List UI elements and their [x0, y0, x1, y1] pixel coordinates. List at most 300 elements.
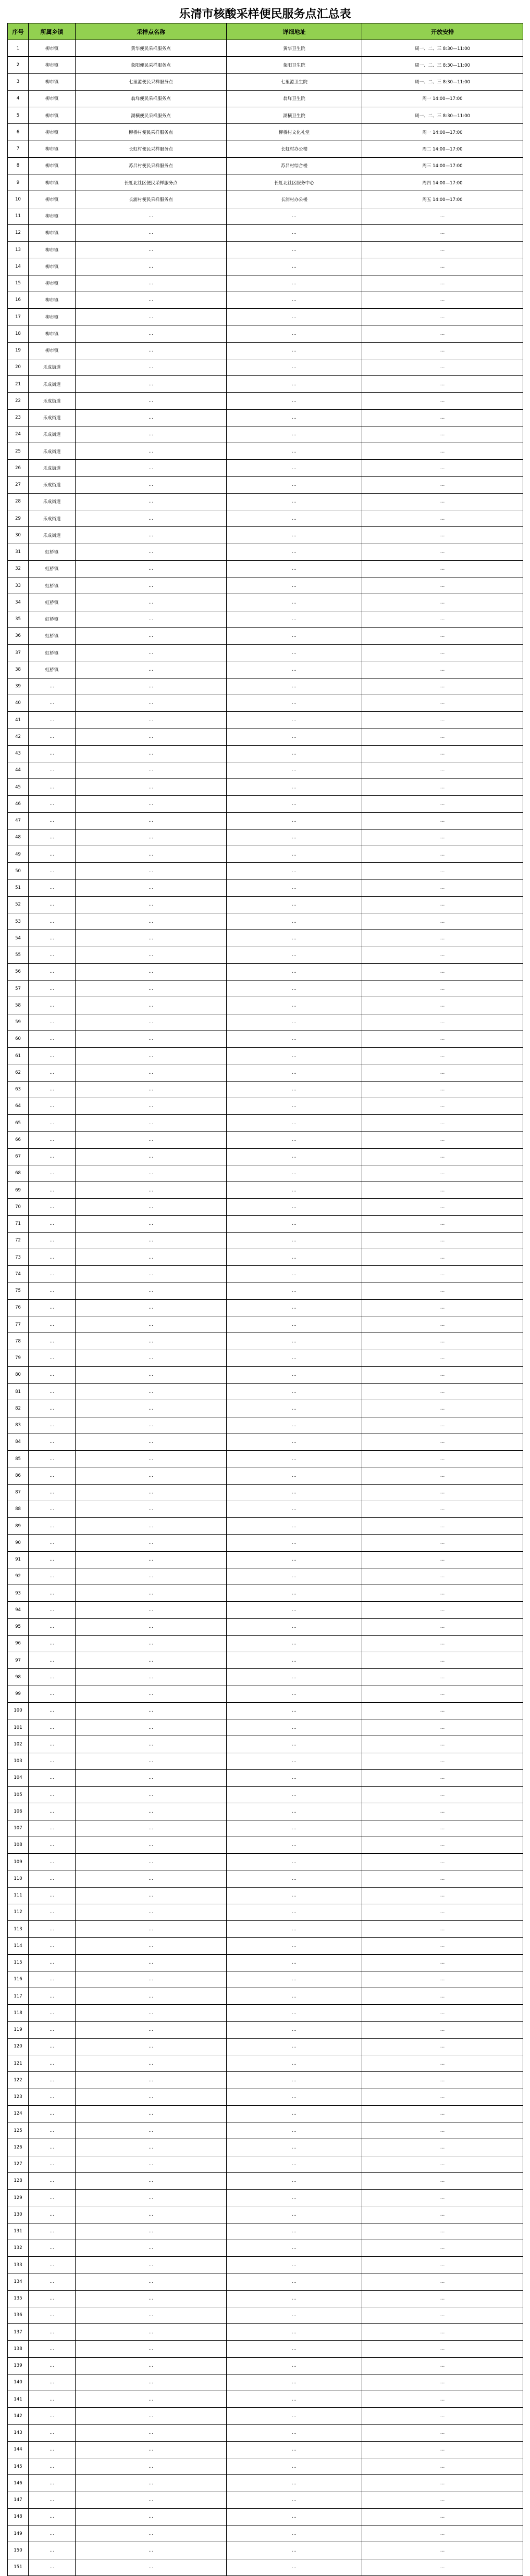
cell-index: 47 [8, 812, 29, 829]
table-row [8, 1938, 523, 1954]
cell-township: … [29, 2542, 76, 2559]
cell-address: … [227, 2038, 362, 2055]
cell-index: 112 [8, 1904, 29, 1920]
table-row [8, 661, 523, 678]
cell-schedule: … [362, 1787, 523, 1803]
cell-address: … [227, 426, 362, 443]
cell-index: 123 [8, 2089, 29, 2105]
cell-township: 虹桥镇 [29, 544, 76, 560]
cell-site-name: … [76, 645, 227, 661]
cell-township: … [29, 1417, 76, 1434]
cell-township: … [29, 1115, 76, 1132]
cell-address: … [227, 325, 362, 342]
cell-index: 86 [8, 1467, 29, 1484]
cell-schedule: … [362, 1568, 523, 1585]
cell-site-name: … [76, 1820, 227, 1837]
cell-site-name: … [76, 1971, 227, 1988]
cell-index: 45 [8, 779, 29, 796]
cell-site-name: … [76, 1283, 227, 1299]
cell-site-name: … [76, 812, 227, 829]
cell-schedule: … [362, 2021, 523, 2038]
cell-address: … [227, 544, 362, 560]
table-row [8, 174, 523, 191]
cell-township: … [29, 2273, 76, 2290]
cell-township: … [29, 1551, 76, 1568]
cell-index: 141 [8, 2391, 29, 2408]
table-row [8, 2341, 523, 2357]
cell-township: … [29, 913, 76, 930]
cell-address: … [227, 611, 362, 627]
cell-address: … [227, 1182, 362, 1199]
cell-site-name: 柳桥村便民采样服务点 [76, 124, 227, 141]
cell-site-name: … [76, 846, 227, 863]
cell-schedule: … [362, 2408, 523, 2424]
cell-site-name: … [76, 2005, 227, 2021]
cell-township: … [29, 1518, 76, 1535]
cell-schedule: … [362, 846, 523, 863]
table-row [8, 359, 523, 375]
cell-schedule: … [362, 1366, 523, 1383]
table-row [8, 1165, 523, 1182]
cell-site-name: … [76, 1064, 227, 1081]
cell-township: 柳市镇 [29, 208, 76, 224]
cell-site-name: … [76, 2391, 227, 2408]
cell-schedule: 周四 14:00—17:00 [362, 174, 523, 191]
cell-index: 30 [8, 527, 29, 544]
cell-site-name: … [76, 1333, 227, 1350]
table-row [8, 1921, 523, 1938]
cell-index: 74 [8, 1266, 29, 1283]
table-row [8, 90, 523, 107]
cell-site-name: … [76, 208, 227, 224]
table-row [8, 1333, 523, 1350]
table-row [8, 292, 523, 308]
cell-index: 82 [8, 1400, 29, 1417]
table-row [8, 57, 523, 73]
cell-schedule: … [362, 1652, 523, 1669]
cell-township: … [29, 1333, 76, 1350]
cell-address: … [227, 460, 362, 476]
table-row [8, 1769, 523, 1786]
cell-schedule: … [362, 2441, 523, 2458]
cell-schedule: … [362, 1064, 523, 1081]
cell-site-name: … [76, 1787, 227, 1803]
cell-township: … [29, 863, 76, 879]
cell-township: … [29, 2357, 76, 2374]
cell-township: … [29, 1182, 76, 1199]
table-row [8, 1098, 523, 1114]
cell-schedule: … [362, 1451, 523, 1467]
cell-address: … [227, 913, 362, 930]
cell-township: … [29, 1753, 76, 1769]
cell-address: … [227, 342, 362, 359]
cell-site-name: … [76, 460, 227, 476]
cell-address: … [227, 2105, 362, 2122]
cell-site-name: … [76, 2408, 227, 2424]
cell-township: … [29, 2559, 76, 2575]
table-row [8, 1299, 523, 1316]
cell-schedule: 周一、二、三 8:30—11:00 [362, 73, 523, 90]
cell-index: 106 [8, 1803, 29, 1820]
cell-township: … [29, 1132, 76, 1148]
cell-schedule: … [362, 1954, 523, 1971]
cell-schedule: … [362, 930, 523, 947]
cell-township: … [29, 1316, 76, 1333]
cell-site-name: … [76, 1081, 227, 1098]
cell-site-name: … [76, 1618, 227, 1635]
cell-schedule: … [362, 1199, 523, 1215]
cell-site-name: … [76, 863, 227, 879]
cell-schedule: … [362, 208, 523, 224]
cell-address: … [227, 1787, 362, 1803]
cell-township: … [29, 1669, 76, 1686]
table-row [8, 611, 523, 627]
cell-index: 55 [8, 947, 29, 963]
cell-address: … [227, 1702, 362, 1719]
cell-site-name: … [76, 1518, 227, 1535]
cell-address: … [227, 1501, 362, 1517]
cell-township: 虹桥镇 [29, 560, 76, 577]
table-row [8, 913, 523, 930]
table-row [8, 762, 523, 778]
cell-schedule: … [362, 376, 523, 393]
cell-township: … [29, 2190, 76, 2206]
cell-address: … [227, 1098, 362, 1114]
cell-address: … [227, 1518, 362, 1535]
cell-township: 柳市镇 [29, 73, 76, 90]
cell-address: … [227, 2458, 362, 2475]
cell-site-name: … [76, 1501, 227, 1517]
cell-township: … [29, 1434, 76, 1450]
cell-site-name: … [76, 1384, 227, 1400]
table-row [8, 1787, 523, 1803]
table-row [8, 1635, 523, 1652]
cell-township: … [29, 1954, 76, 1971]
cell-address: … [227, 292, 362, 308]
cell-schedule: … [362, 1904, 523, 1920]
cell-address: … [227, 1988, 362, 2005]
cell-site-name: … [76, 1132, 227, 1148]
cell-township: … [29, 1350, 76, 1366]
cell-index: 107 [8, 1820, 29, 1837]
cell-schedule: … [362, 2122, 523, 2139]
cell-address: … [227, 2055, 362, 2072]
cell-township: … [29, 678, 76, 695]
cell-site-name: … [76, 712, 227, 728]
cell-schedule: … [362, 2005, 523, 2021]
cell-address: … [227, 1148, 362, 1165]
cell-index: 117 [8, 1988, 29, 2005]
cell-schedule: … [362, 2072, 523, 2089]
cell-schedule: … [362, 1417, 523, 1434]
cell-address: … [227, 1199, 362, 1215]
cell-schedule: … [362, 1132, 523, 1148]
cell-site-name: … [76, 1014, 227, 1031]
cell-township: … [29, 1870, 76, 1887]
page-title: 乐清市核酸采样便民服务点汇总表 [179, 7, 351, 21]
cell-township: … [29, 1501, 76, 1517]
table-row [8, 1283, 523, 1299]
cell-index: 54 [8, 930, 29, 947]
cell-schedule: … [362, 1484, 523, 1501]
cell-site-name: … [76, 1199, 227, 1215]
table-row [8, 1736, 523, 1753]
cell-address: … [227, 309, 362, 325]
cell-township: … [29, 2341, 76, 2357]
table-row [8, 2240, 523, 2256]
cell-township: … [29, 1299, 76, 1316]
cell-schedule: … [362, 2089, 523, 2105]
cell-site-name: … [76, 2105, 227, 2122]
cell-index: 76 [8, 1299, 29, 1316]
cell-address: … [227, 1048, 362, 1064]
cell-index: 85 [8, 1451, 29, 1467]
cell-schedule: … [362, 1014, 523, 1031]
table-row [8, 1904, 523, 1920]
table-row [8, 1249, 523, 1266]
cell-address: … [227, 1618, 362, 1635]
cell-schedule: … [362, 1215, 523, 1232]
cell-index: 41 [8, 712, 29, 728]
table-row [8, 1971, 523, 1988]
cell-address: … [227, 947, 362, 963]
table-row [8, 242, 523, 258]
table-row [8, 695, 523, 711]
cell-address: … [227, 2072, 362, 2089]
cell-address: … [227, 2508, 362, 2525]
table-row [8, 510, 523, 527]
cell-township: … [29, 2105, 76, 2122]
cell-site-name: … [76, 1602, 227, 1618]
table-row [8, 963, 523, 980]
cell-address: … [227, 1350, 362, 1366]
cell-township: 柳市镇 [29, 157, 76, 174]
cell-address: … [227, 1551, 362, 1568]
cell-schedule: … [362, 1602, 523, 1618]
cell-site-name: … [76, 1568, 227, 1585]
cell-schedule: … [362, 1333, 523, 1350]
cell-address: … [227, 1484, 362, 1501]
cell-address: 长虹村办公楼 [227, 141, 362, 157]
cell-site-name: … [76, 1098, 227, 1114]
cell-schedule: … [362, 2206, 523, 2223]
cell-schedule: 周二 14:00—17:00 [362, 141, 523, 157]
cell-site-name: … [76, 796, 227, 812]
cell-schedule: … [362, 611, 523, 627]
table-row [8, 2122, 523, 2139]
cell-site-name: … [76, 1585, 227, 1602]
table-row [8, 879, 523, 896]
cell-schedule: … [362, 2223, 523, 2240]
table-row [8, 1081, 523, 1098]
cell-schedule: 周一、二、三 8:30—11:00 [362, 107, 523, 124]
cell-township: … [29, 981, 76, 997]
cell-township: … [29, 997, 76, 1014]
table-row [8, 1467, 523, 1484]
table-row [8, 930, 523, 947]
cell-township: … [29, 1215, 76, 1232]
cell-index: 136 [8, 2307, 29, 2323]
cell-index: 9 [8, 174, 29, 191]
table-row [8, 1585, 523, 1602]
cell-township: … [29, 1199, 76, 1215]
cell-address: … [227, 1283, 362, 1299]
cell-index: 114 [8, 1938, 29, 1954]
table-row [8, 1568, 523, 1585]
table-row [8, 577, 523, 594]
cell-schedule: … [362, 1182, 523, 1199]
cell-site-name: … [76, 2273, 227, 2290]
cell-site-name: … [76, 1535, 227, 1551]
cell-address: … [227, 2206, 362, 2223]
column-header-index: 序号 [8, 23, 29, 40]
cell-address: … [227, 376, 362, 393]
cell-address: … [227, 812, 362, 829]
cell-index: 2 [8, 57, 29, 73]
cell-address: … [227, 1887, 362, 1904]
cell-index: 8 [8, 157, 29, 174]
cell-schedule: … [362, 1753, 523, 1769]
cell-address: … [227, 1115, 362, 1132]
table-row [8, 728, 523, 745]
cell-township: … [29, 947, 76, 963]
cell-site-name: … [76, 1753, 227, 1769]
cell-schedule: … [362, 712, 523, 728]
cell-site-name: … [76, 258, 227, 275]
cell-site-name: … [76, 1316, 227, 1333]
table-row [8, 2089, 523, 2105]
cell-index: 68 [8, 1165, 29, 1182]
table-row [8, 2038, 523, 2055]
cell-index: 116 [8, 1971, 29, 1988]
cell-site-name: … [76, 1652, 227, 1669]
cell-site-name: … [76, 1434, 227, 1450]
cell-index: 124 [8, 2105, 29, 2122]
cell-address: … [227, 1602, 362, 1618]
cell-address: … [227, 2391, 362, 2408]
cell-index: 113 [8, 1921, 29, 1938]
cell-address: … [227, 2156, 362, 2172]
cell-site-name: 象阳便民采样服务点 [76, 57, 227, 73]
table-row [8, 1854, 523, 1870]
table-row [8, 1132, 523, 1148]
cell-schedule: … [362, 981, 523, 997]
cell-address: … [227, 1165, 362, 1182]
cell-site-name: … [76, 2357, 227, 2374]
cell-site-name: … [76, 1769, 227, 1786]
cell-township: … [29, 2441, 76, 2458]
cell-site-name: … [76, 728, 227, 745]
cell-index: 130 [8, 2206, 29, 2223]
cell-schedule: … [362, 1400, 523, 1417]
cell-schedule: … [362, 560, 523, 577]
table-row [8, 2508, 523, 2525]
cell-site-name: … [76, 1031, 227, 1047]
cell-address: … [227, 1266, 362, 1283]
cell-index: 103 [8, 1753, 29, 1769]
cell-address: 翁垟卫生院 [227, 90, 362, 107]
cell-township: … [29, 2408, 76, 2424]
cell-index: 3 [8, 73, 29, 90]
cell-site-name: … [76, 1854, 227, 1870]
cell-address: … [227, 208, 362, 224]
table-row [8, 678, 523, 695]
cell-address: … [227, 1451, 362, 1467]
cell-address: … [227, 981, 362, 997]
table-row [8, 1954, 523, 1971]
cell-index: 35 [8, 611, 29, 627]
cell-township: … [29, 2424, 76, 2441]
cell-site-name: … [76, 325, 227, 342]
cell-index: 138 [8, 2341, 29, 2357]
cell-site-name: … [76, 997, 227, 1014]
cell-schedule: 周一、二、三 8:30—11:00 [362, 57, 523, 73]
table-row [8, 2021, 523, 2038]
table-row [8, 1551, 523, 1568]
cell-township: … [29, 2223, 76, 2240]
table-row [8, 2559, 523, 2575]
cell-index: 72 [8, 1232, 29, 1249]
cell-site-name: … [76, 275, 227, 292]
cell-address: … [227, 2273, 362, 2290]
table-row [8, 1451, 523, 1467]
cell-site-name: … [76, 224, 227, 241]
cell-index: 48 [8, 829, 29, 846]
cell-schedule: … [362, 1887, 523, 1904]
cell-address: … [227, 2122, 362, 2139]
cell-index: 146 [8, 2475, 29, 2492]
column-header-township: 所属乡镇 [29, 23, 76, 40]
cell-site-name: … [76, 1400, 227, 1417]
cell-address: … [227, 2005, 362, 2021]
table-row [8, 1702, 523, 1719]
table-row [8, 1618, 523, 1635]
cell-township: … [29, 1484, 76, 1501]
cell-schedule: … [362, 594, 523, 611]
cell-index: 90 [8, 1535, 29, 1551]
cell-site-name: … [76, 594, 227, 611]
cell-address: … [227, 2172, 362, 2189]
cell-index: 46 [8, 796, 29, 812]
table-row [8, 1384, 523, 1400]
cell-township: 柳市镇 [29, 90, 76, 107]
table-row [8, 1669, 523, 1686]
cell-address: … [227, 1031, 362, 1047]
cell-township: 虹桥镇 [29, 611, 76, 627]
cell-address: … [227, 997, 362, 1014]
cell-site-name: … [76, 2441, 227, 2458]
cell-index: 143 [8, 2424, 29, 2441]
cell-township: 虹桥镇 [29, 661, 76, 678]
cell-schedule: … [362, 1551, 523, 1568]
table-row [8, 1484, 523, 1501]
cell-schedule: 周五 14:00—17:00 [362, 191, 523, 208]
cell-site-name: 湖横便民采样服务点 [76, 107, 227, 124]
cell-schedule: … [362, 2290, 523, 2307]
cell-index: 43 [8, 745, 29, 762]
cell-township: … [29, 1652, 76, 1669]
cell-site-name: … [76, 695, 227, 711]
cell-township: … [29, 1535, 76, 1551]
cell-schedule: … [362, 1249, 523, 1266]
cell-township: … [29, 2391, 76, 2408]
cell-township: 虹桥镇 [29, 577, 76, 594]
cell-schedule: … [362, 1501, 523, 1517]
cell-township: … [29, 2139, 76, 2156]
cell-township: … [29, 1736, 76, 1753]
cell-index: 57 [8, 981, 29, 997]
cell-schedule: … [362, 1350, 523, 1366]
